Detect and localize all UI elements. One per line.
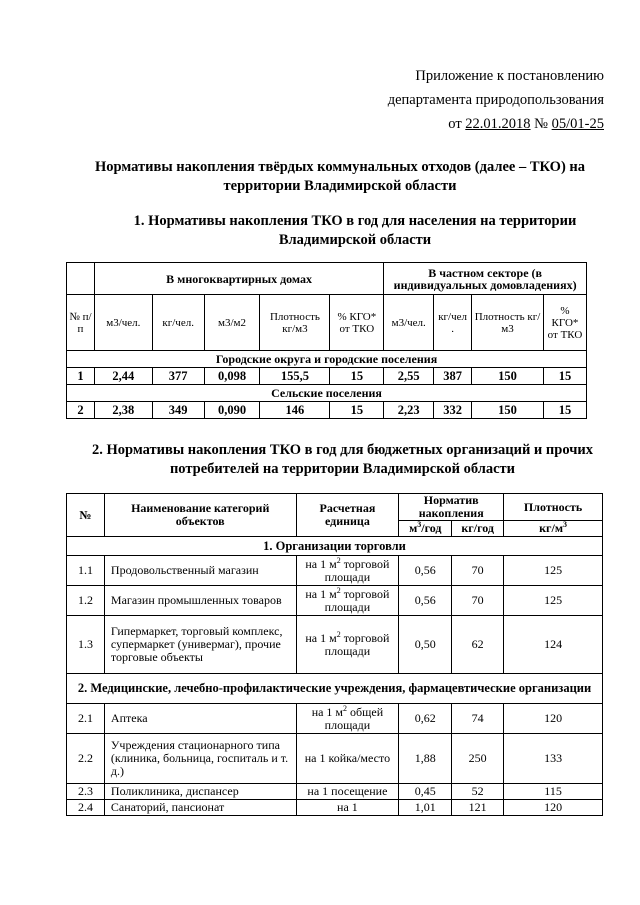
unit-prefix: на 1 м	[305, 630, 337, 645]
row-m3: 0,56	[399, 556, 452, 586]
appendix-line-3	[388, 112, 604, 136]
header-empty-cell	[67, 263, 95, 295]
row-num: 2.1	[67, 704, 105, 734]
table-cell: 155,5	[260, 368, 330, 385]
table-cell: 2,55	[384, 368, 434, 385]
table-cell: 150	[472, 402, 544, 419]
col-m3-per-person-private: м3/чел.	[384, 295, 434, 351]
unit-suffix: торговой площади	[324, 586, 390, 614]
col-kgo-percent-private: % КГО* от ТКО	[543, 295, 586, 351]
col-kgo-percent: % КГО* от ТКО	[330, 295, 384, 351]
row-kg: 62	[452, 616, 504, 674]
organizations-norms-table	[66, 493, 603, 816]
category-medical: 2. Медицинские, лечебно-профилактические учреждения, фармацевтические организации	[67, 674, 603, 704]
table-row	[67, 784, 603, 800]
appendix-line-2: департамента природопользования	[387, 92, 604, 108]
table-cell: 2,38	[94, 402, 152, 419]
sub-m3-per-year	[399, 521, 452, 537]
unit-prefix: на 1 м	[305, 586, 337, 601]
table-row	[67, 556, 603, 586]
density-exponent: 3	[563, 520, 567, 529]
col-kg-per-person: кг/чел.	[152, 295, 204, 351]
row-unit	[296, 586, 399, 616]
col-kg-per-person-private: кг/чел .	[434, 295, 472, 351]
col-norm: Норматив накопления	[399, 494, 504, 521]
row-unit	[296, 704, 399, 734]
unit-prefix: на 1 м	[305, 556, 337, 571]
group-apartments: В многоквартирных домах	[94, 263, 383, 295]
table-cell: 146	[260, 402, 330, 419]
col-num: №	[67, 494, 105, 537]
m3-unit: м	[409, 521, 418, 535]
unit-suffix: торговой площади	[324, 630, 390, 658]
table-cell: 15	[543, 402, 586, 419]
table-cell: 2,23	[384, 402, 434, 419]
col-m3-per-person: м3/чел.	[94, 295, 152, 351]
row-unit: на 1	[296, 800, 399, 816]
sub-kg-per-year: кг/год	[452, 521, 504, 537]
table-cell: 150	[472, 368, 544, 385]
row-kg: 74	[452, 704, 504, 734]
row-name: Учреждения стационарного типа (клиника, больница, госпиталь и т. д.)	[104, 734, 296, 784]
table-cell: 15	[543, 368, 586, 385]
appendix-line-1: Приложение к постановлению	[415, 68, 604, 84]
col-unit: Расчетная единица	[296, 494, 399, 537]
col-category-name: Наименование категорий объектов	[104, 494, 296, 537]
row-m3: 0,56	[399, 586, 452, 616]
table-cell: 2	[67, 402, 95, 419]
unit-exponent: 2	[336, 555, 341, 565]
table-cell: 387	[434, 368, 472, 385]
row-num: 2.4	[67, 800, 105, 816]
col-m3-per-m2: м3/м2	[204, 295, 260, 351]
section-1-title: 1. Нормативы накопления ТКО в год для населения на территории Владимирской области	[133, 213, 577, 248]
col-density: Плотность	[504, 494, 603, 521]
unit-prefix: на 1 м	[311, 704, 344, 719]
row-m3: 1,01	[399, 800, 452, 816]
date-prefix: от	[448, 116, 466, 132]
table-cell: 1	[67, 368, 95, 385]
row-name: Продовольственный магазин	[104, 556, 296, 586]
table-row	[67, 586, 603, 616]
population-norms-table	[66, 262, 587, 419]
resolution-date: 22.01.2018	[465, 116, 531, 132]
row-density: 125	[504, 586, 603, 616]
row-name: Гипермаркет, торговый комплекс, супермаркет (универмаг), прочие торговые объекты	[104, 616, 296, 674]
row-density: 120	[504, 800, 603, 816]
row-density: 120	[504, 704, 603, 734]
unit-suffix: общей площади	[324, 704, 384, 732]
row-name: Аптека	[104, 704, 296, 734]
row-m3: 0,62	[399, 704, 452, 734]
row-kg: 70	[452, 556, 504, 586]
col-num: № п/п	[67, 295, 95, 351]
table-cell: 332	[434, 402, 472, 419]
table-cell: 0,090	[204, 402, 260, 419]
row-unit: на 1 койка/место	[296, 734, 399, 784]
table-cell: 2,44	[94, 368, 152, 385]
m3-exponent: 3	[417, 520, 422, 529]
row-kg: 70	[452, 586, 504, 616]
category-trade: 1. Организации торговли	[67, 537, 603, 556]
row-name: Поликлиника, диспансер	[104, 784, 296, 800]
unit-exponent: 2	[336, 585, 341, 595]
row-density: 124	[504, 616, 603, 674]
col-density-private: Плотность кг/м3	[472, 295, 544, 351]
table-row	[67, 734, 603, 784]
kg-per-m-unit: кг/м	[539, 521, 563, 535]
unit-exponent: 2	[343, 703, 348, 713]
row-density: 125	[504, 556, 603, 586]
row-unit: на 1 посещение	[296, 784, 399, 800]
row-num: 2.2	[67, 734, 105, 784]
row-num: 1.3	[67, 616, 105, 674]
number-prefix: №	[530, 116, 552, 132]
section-2-title: 2. Нормативы накопления ТКО в год для бюджетных организаций и прочих потребителей на территории Владимирской области	[92, 442, 593, 477]
table-cell: 377	[152, 368, 204, 385]
per-year-suffix: /год	[421, 521, 442, 535]
category-rural: Сельские поселения	[67, 385, 587, 402]
row-num: 1.2	[67, 586, 105, 616]
row-num: 1.1	[67, 556, 105, 586]
unit-suffix: торговой площади	[324, 556, 390, 584]
row-name: Санаторий, пансионат	[104, 800, 296, 816]
row-kg: 121	[452, 800, 504, 816]
row-kg: 250	[452, 734, 504, 784]
table-cell: 15	[330, 402, 384, 419]
group-private: В частном секторе (в индивидуальных домовладениях)	[384, 263, 587, 295]
row-m3: 0,45	[399, 784, 452, 800]
table-row	[67, 616, 603, 674]
row-kg: 52	[452, 784, 504, 800]
col-density: Плотность кг/м3	[260, 295, 330, 351]
row-m3: 1,88	[399, 734, 452, 784]
row-density: 133	[504, 734, 603, 784]
row-density: 115	[504, 784, 603, 800]
table-row	[67, 800, 603, 816]
table-cell: 0,098	[204, 368, 260, 385]
category-urban: Городские округа и городские поселения	[67, 351, 587, 368]
document-title: Нормативы накопления твёрдых коммунальных отходов (далее – ТКО) на территории Владимирской области	[94, 159, 586, 194]
resolution-number: 05/01-25	[551, 116, 604, 132]
row-num: 2.3	[67, 784, 105, 800]
table-cell: 349	[152, 402, 204, 419]
row-unit	[296, 556, 399, 586]
appendix-header	[388, 64, 604, 136]
row-m3: 0,50	[399, 616, 452, 674]
row-name: Магазин промышленных товаров	[104, 586, 296, 616]
sub-kg-per-m3	[504, 521, 603, 537]
table-cell: 15	[330, 368, 384, 385]
row-unit	[296, 616, 399, 674]
table-row	[67, 704, 603, 734]
unit-exponent: 2	[336, 629, 341, 639]
